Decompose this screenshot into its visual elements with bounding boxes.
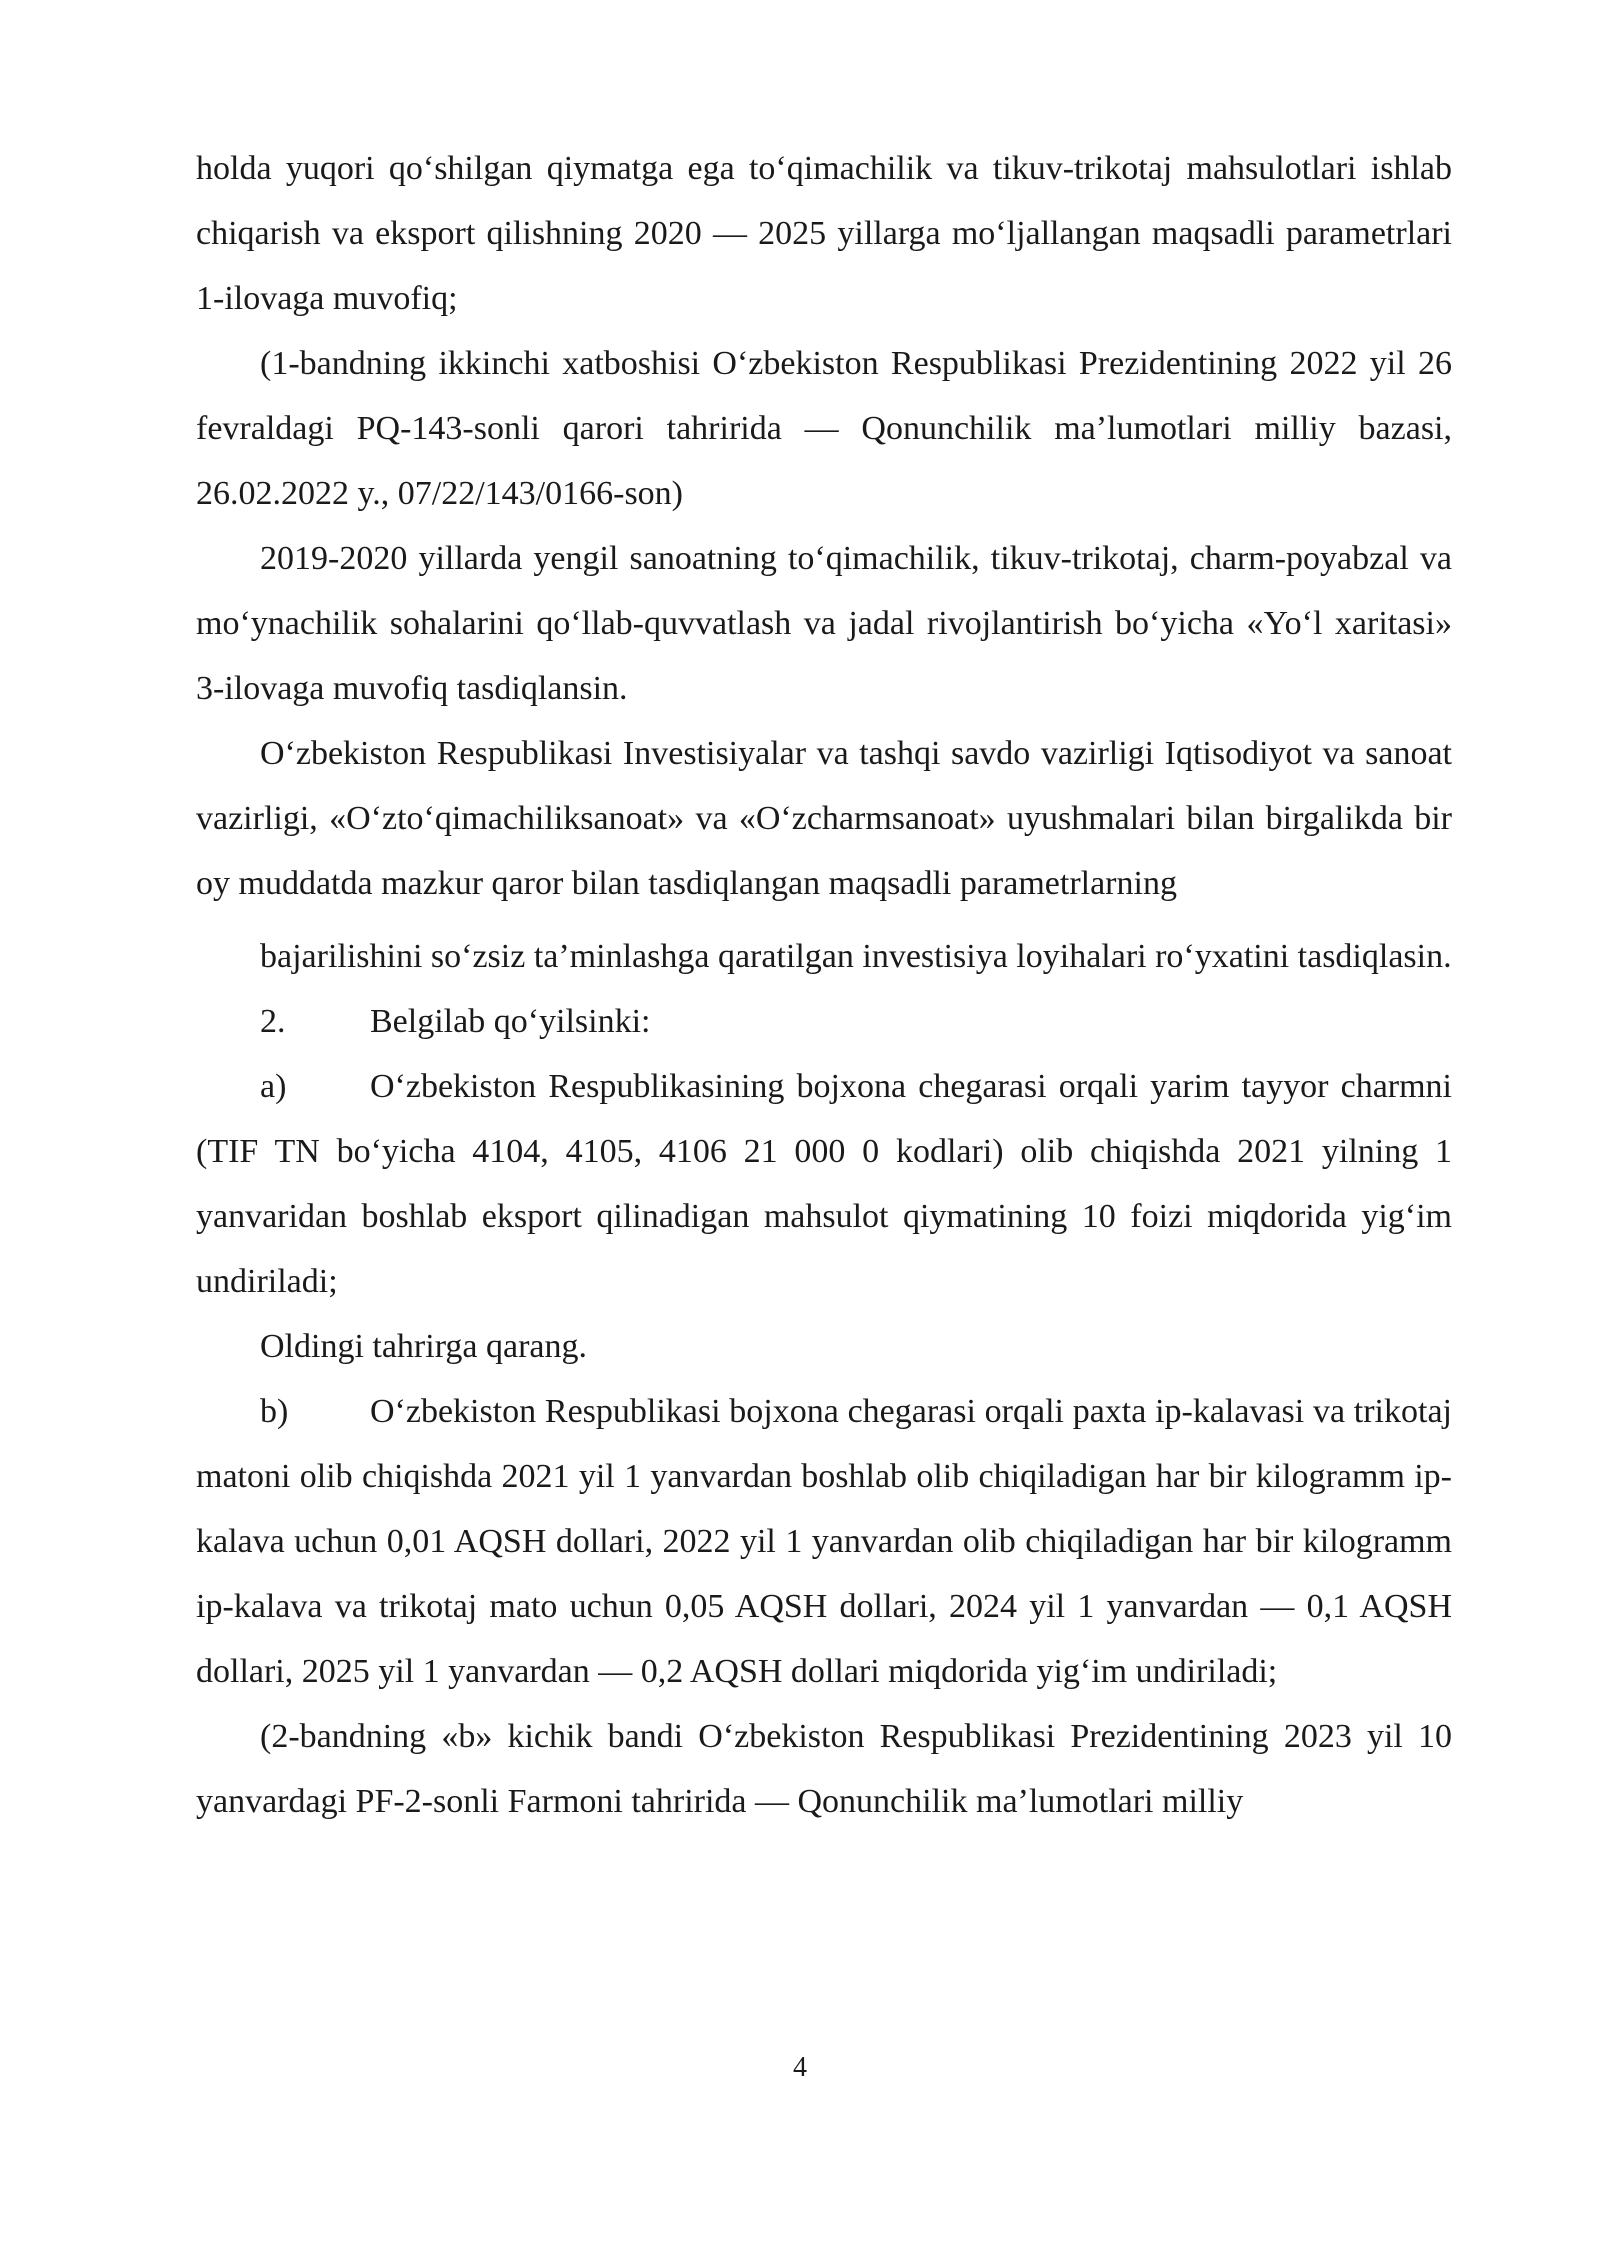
document-page	[196, 136, 1452, 1834]
list-item-a	[196, 1054, 1452, 1314]
page-number: 4	[793, 2052, 807, 2083]
list-item-b	[196, 1379, 1452, 1704]
list-item-2-text: Belgilab qo‘yilsinki:	[370, 1003, 651, 1040]
paragraph-edition-note-1: (1-bandning ikkinchi xatboshisi O‘zbekiston Respublikasi Prezidentining 2022 yil 26 fevraldagi PQ-143-sonli qarori tahririda — Qonunchilik ma’lumotlari milliy bazasi, 26.02.2022 y., 07/22/143/0166-son)	[196, 345, 1452, 512]
paragraph-ministry-instruction: O‘zbekiston Respublikasi Investisiyalar va tashqi savdo vazirligi Iqtisodiyot va sanoat vazirligi, «O‘zto‘qimachiliksanoat» va «O‘zcharmsanoat» uyushmalari bilan birgalikda bir oy muddatda mazkur qaror bilan tasdiqlangan maqsadli parametrlarning	[196, 735, 1452, 902]
list-item-a-letter: a)	[260, 1068, 287, 1105]
list-item-b-letter: b)	[260, 1393, 289, 1430]
paragraph-edition-note-2: (2-bandning «b» kichik bandi O‘zbekiston Respublikasi Prezidentining 2023 yil 10 yanvardagi PF-2-sonli Farmoni tahririda — Qonunchilik ma’lumotlari milliy	[196, 1718, 1452, 1820]
paragraph-road-map: 2019-2020 yillarda yengil sanoatning to‘qimachilik, tikuv-trikotaj, charm-poyabzal va mo‘ynachilik sohalarini qo‘llab-quvvatlash va jadal rivojlantirish bo‘yicha «Yo‘l xaritasi» 3-ilovaga muvofiq tasdiqlansin.	[196, 540, 1452, 707]
list-item-b-text: O‘zbekiston Respublikasi bojxona chegarasi orqali paxta ip-kalavasi va trikotaj matoni olib chiqishda 2021 yil 1 yanvardan boshlab olib chiqiladigan har bir kilogramm ip-kalava uchun 0,01 AQSH dollari, 2022 yil 1 yanvardan olib chiqiladigan har bir kilogramm ip-kalava va trikotaj mato uchun 0,05 AQSH dollari, 2024 yil 1 yanvardan — 0,1 AQSH dollari, 2025 yil 1 yanvardan — 0,2 AQSH dollari miqdorida yig‘im undiriladi;	[196, 1393, 1452, 1690]
list-item-2	[196, 989, 1452, 1054]
list-item-2-number: 2.	[260, 1003, 286, 1040]
paragraph-investment-projects: bajarilishini so‘zsiz ta’minlashga qaratilgan investisiya loyihalari ro‘yxatini tasdiqlasin.	[260, 938, 1452, 975]
list-item-a-text: O‘zbekiston Respublikasining bojxona chegarasi orqali yarim tayyor charmni (TIF TN bo‘yicha 4104, 4105, 4106 21 000 0 kodlari) olib chiqishda 2021 yilning 1 yanvaridan boshlab eksport qilinadigan mahsulot qiymatining 10 foizi miqdorida yig‘im undiriladi;	[196, 1068, 1452, 1300]
previous-edition-link[interactable]: Oldingi tahrirga qarang.	[260, 1328, 588, 1365]
paragraph-target-parameters: holda yuqori qo‘shilgan qiymatga ega to‘qimachilik va tikuv-trikotaj mahsulotlari ishlab chiqarish va eksport qilishning 2020 — 2025 yillarga mo‘ljallangan maqsadli parametrlari 1-ilovaga muvofiq;	[196, 150, 1452, 317]
